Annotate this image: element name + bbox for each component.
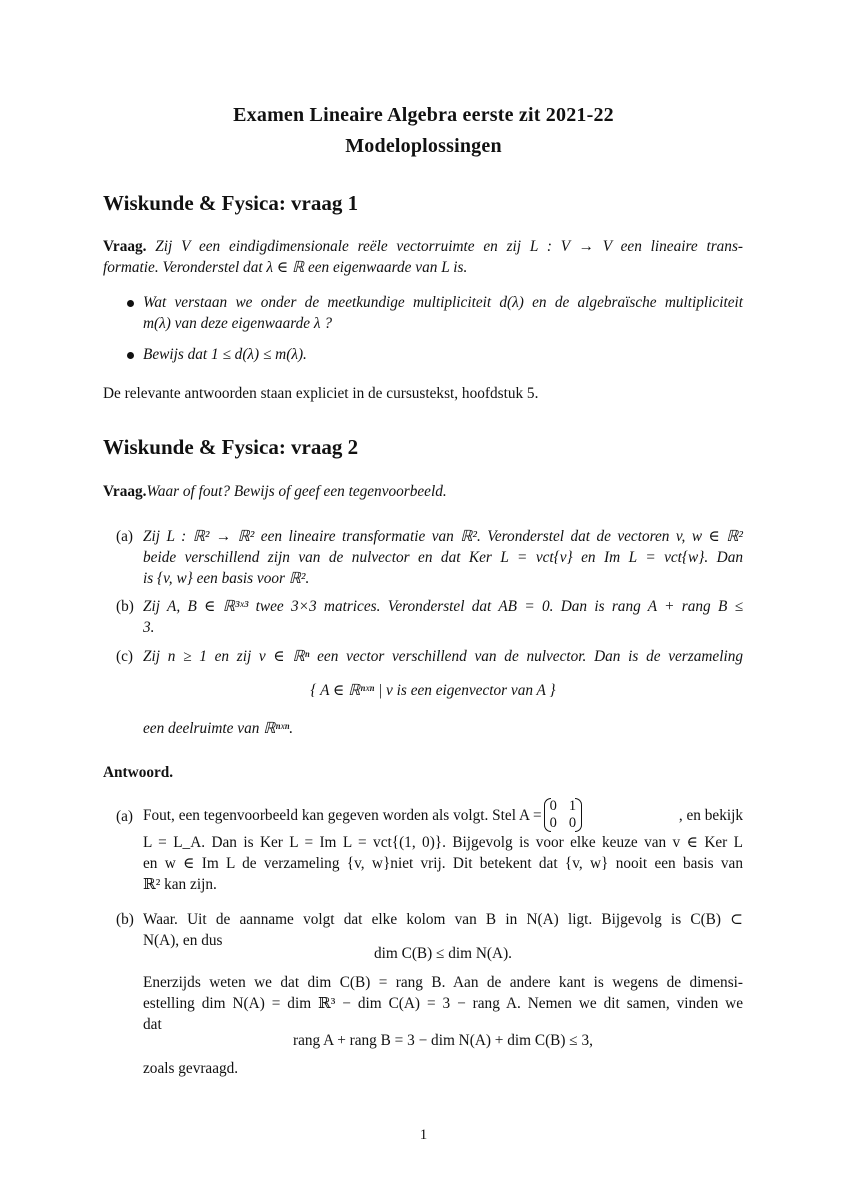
answer-b-line1: Waar. Uit de aanname volgt dat elke kolom van B in N(A) ligt. Bijgevolg is C(B) ⊂ xyxy=(143,911,743,928)
q2-item-a-line3: is {v, w} een basis voor ℝ². xyxy=(143,570,310,587)
q1-bullet-1-line1: Wat verstaan we onder de meetkundige multipliciteit d(λ) en de algebraïsche multipliciteit xyxy=(143,294,743,311)
answer-label-a: (a) xyxy=(116,808,133,825)
page-number: 1 xyxy=(419,1127,428,1143)
q2-item-b-line1: Zij A, B ∈ ℝ³ˣ³ twee 3×3 matrices. Veronderstel dat AB = 0. Dan is rang A + rang B ≤ xyxy=(143,598,743,615)
answer-b-eq2: rang A + rang B = 3 − dim N(A) + dim C(B) ≤ 3, xyxy=(293,1032,593,1049)
answer-a-line3: en w ∈ Im L de verzameling {v, w}niet vrij. Dit betekent dat {v, w} nooit een basis van xyxy=(143,855,743,872)
q2-question-text: Waar of fout? Bewijs of geef een tegenvoorbeeld. xyxy=(146,483,447,500)
q2-item-c-line2: een deelruimte van ℝⁿˣⁿ. xyxy=(143,720,294,737)
q1-bullet-1 xyxy=(143,292,743,334)
answer-label-b: (b) xyxy=(116,911,134,928)
q2-question xyxy=(103,481,743,502)
answer-b-line6: zoals gevraagd. xyxy=(143,1060,239,1077)
item-label-b: (b) xyxy=(116,598,134,615)
bullet-dot xyxy=(127,300,134,307)
answer-b-line5: dat xyxy=(143,1016,162,1033)
answer-a-line4: ℝ² kan zijn. xyxy=(143,876,217,893)
answer-a-line1 xyxy=(143,796,743,834)
q2-item-a-line1: Zij L : ℝ² → ℝ² een lineaire transformatie van ℝ². Veronderstel dat de vectoren v, w ∈ ℝ² xyxy=(143,528,743,545)
matrix-cell: 1 xyxy=(568,798,577,814)
q1-question-line1: Zij V een eindigdimensionale reële vectorruimte en zij L : V → V een lineaire trans- xyxy=(155,238,743,255)
document-subtitle: Modeloplossingen xyxy=(345,135,502,157)
answer-heading: Antwoord. xyxy=(103,764,174,781)
answer-b-line4: estelling dim N(A) = dim ℝ³ − dim C(A) = 3 − rang A. Nemen we dit samen, vinden we xyxy=(143,995,743,1012)
q1-question xyxy=(103,236,743,278)
matrix-cell: 0 xyxy=(549,798,557,814)
answer-a-line2: L = L_A. Dan is Ker L = Im L = vct{(1, 0)}. Bijgevolg is voor elke keuze van v ∈ Ker L xyxy=(143,834,743,851)
q2-item-a xyxy=(143,526,743,589)
q2-item-a-line2: beide verschillend zijn van de nulvector en dat Ker L = vct{v} en Im L = vct{w}. Dan xyxy=(143,549,743,566)
section-heading-q2: Wiskunde & Fysica: vraag 2 xyxy=(103,435,359,459)
q1-bullet-2: Bewijs dat 1 ≤ d(λ) ≤ m(λ). xyxy=(143,346,307,363)
q2-item-b-line2: 3. xyxy=(143,619,155,636)
answer-b-body xyxy=(143,972,743,1035)
q2-item-b xyxy=(143,596,743,638)
item-label-c: (c) xyxy=(116,648,133,665)
item-label-a: (a) xyxy=(116,528,133,545)
q1-answer: De relevante antwoorden staan expliciet in de cursustekst, hoofdstuk 5. xyxy=(103,385,539,402)
vraag-label: Vraag. xyxy=(103,483,147,500)
answer-a-line1-post: , en bekijk xyxy=(678,806,743,824)
q2-item-c-line1: Zij n ≥ 1 en zij v ∈ ℝⁿ een vector verschillend van de nulvector. Dan is de verzameling xyxy=(143,648,743,665)
answer-b-line3: Enerzijds weten we dat dim C(B) = rang B. Aan de andere kant is wegens de dimensi- xyxy=(143,974,743,991)
matrix-cell: 0 xyxy=(549,815,557,831)
q1-bullet-1-line2: m(λ) van deze eigenwaarde λ ? xyxy=(143,315,332,332)
section-heading-q1: Wiskunde & Fysica: vraag 1 xyxy=(103,191,359,215)
matrix-cell: 0 xyxy=(568,815,577,831)
bullet-dot xyxy=(127,352,134,359)
answer-b-line2: N(A), en dus xyxy=(143,932,223,949)
answer-a-line1-text: Fout, een tegenvoorbeeld kan gegeven worden als volgt. Stel A = xyxy=(143,806,542,824)
answer-b-eq1: dim C(B) ≤ dim N(A). xyxy=(374,945,512,962)
vraag-label: Vraag. xyxy=(103,238,147,255)
q2-item-c-set: { A ∈ ℝⁿˣⁿ | v is een eigenvector van A } xyxy=(310,682,556,699)
answer-a-body xyxy=(143,832,743,895)
q1-question-line2: formatie. Veronderstel dat λ ∈ ℝ een eigenwaarde van L is. xyxy=(103,259,468,276)
matrix-A xyxy=(544,798,583,832)
document-title: Examen Lineaire Algebra eerste zit 2021-22 xyxy=(233,104,614,126)
